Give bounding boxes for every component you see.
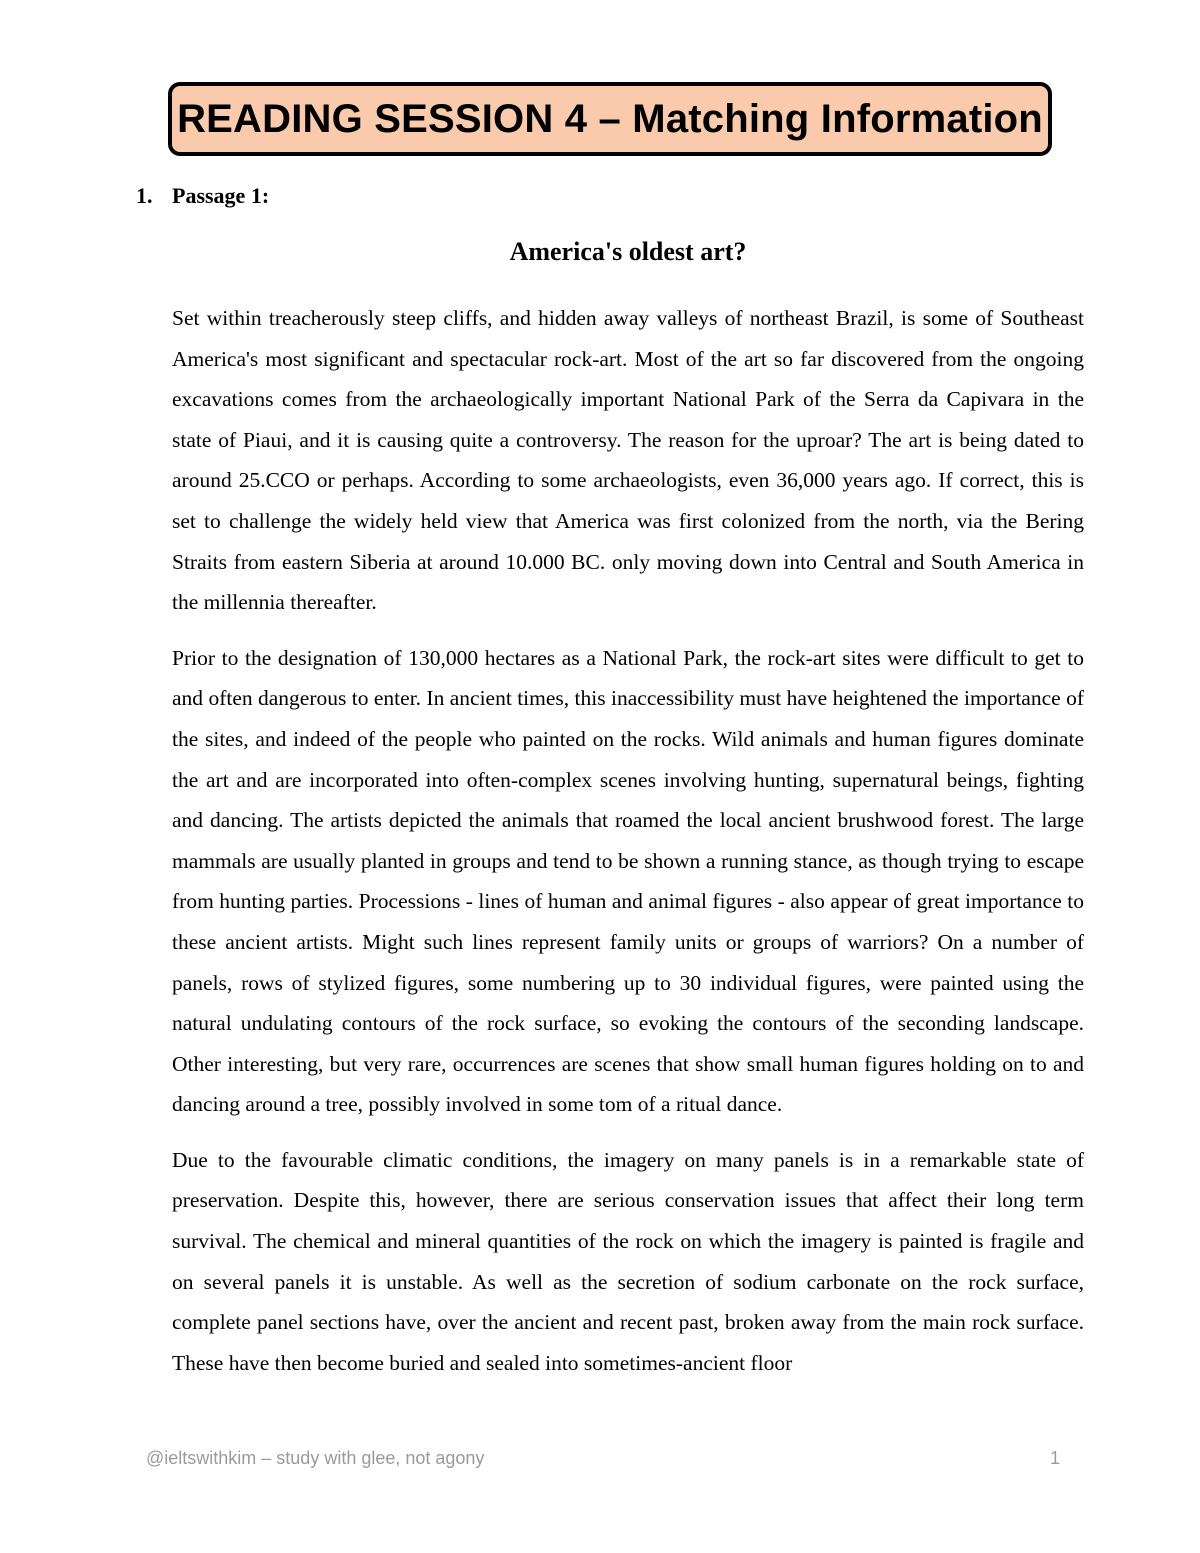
footer-credit: @ieltswithkim – study with glee, not agony [146, 1448, 485, 1468]
passage-heading [136, 183, 269, 209]
paragraph-1: Set within treacherously steep cliffs, and hidden away valleys of northeast Brazil, is some of Southeast America's most significant and spectacular rock-art. Most of the art so far discovered from the ongoing excavations comes from the archaeologically important National Park of the Serra da Capivara in the state of Piaui, and it is causing quite a controversy. The reason for the uproar? The art is being dated to around 25.CCO or perhaps. According to some archaeologists, even 36,000 years ago. If correct, this is set to challenge the widely held view that America was first colonized from the north, via the Bering Straits from eastern Siberia at around 10.000 BC. only moving down into Central and South America in the millennia thereafter. [172, 306, 1084, 615]
passage-label: Passage 1: [172, 183, 270, 208]
session-title: READING SESSION 4 – Matching Information [177, 96, 1043, 141]
session-title-banner [168, 82, 1052, 156]
passage-title: America's oldest art? [509, 237, 747, 266]
paragraph-3: Due to the favourable climatic conditions, the imagery on many panels is in a remarkable state of preservation. Despite this, however, there are serious conservation issues that affect their long term survival. The chemical and mineral quantities of the rock on which the imagery is painted is fragile and on several panels it is unstable. As well as the secretion of sodium carbonate on the rock surface, complete panel sections have, over the ancient and recent past, broken away from the main rock surface. These have then become buried and sealed into sometimes-ancient floor [172, 1147, 1084, 1375]
page-number: 1 [1050, 1448, 1061, 1468]
passage-number: 1. [136, 183, 153, 208]
paragraph-2: Prior to the designation of 130,000 hectares as a National Park, the rock-art sites were difficult to get to and often dangerous to enter. In ancient times, this inaccessibility must have heightened the importance of the sites, and indeed of the people who painted on the rocks. Wild animals and human figures dominate the art and are incorporated into often-complex scenes involving hunting, supernatural beings, fighting and dancing. The artists depicted the animals that roamed the local ancient brushwood forest. The large mammals are usually planted in groups and tend to be shown a running stance, as though trying to escape from hunting parties. Processions - lines of human and animal figures - also appear of great importance to these ancient artists. Might such lines represent family units or groups of warriors? On a number of panels, rows of stylized figures, some numbering up to 30 individual figures, were painted using the natural undulating contours of the rock surface, so evoking the contours of the seconding landscape. Other interesting, but very rare, occurrences are scenes that show small human figures holding on to and dancing around a tree, possibly involved in some tom of a ritual dance. [172, 645, 1084, 1117]
page-footer [0, 1448, 1200, 1476]
passage-body [172, 298, 1084, 1398]
